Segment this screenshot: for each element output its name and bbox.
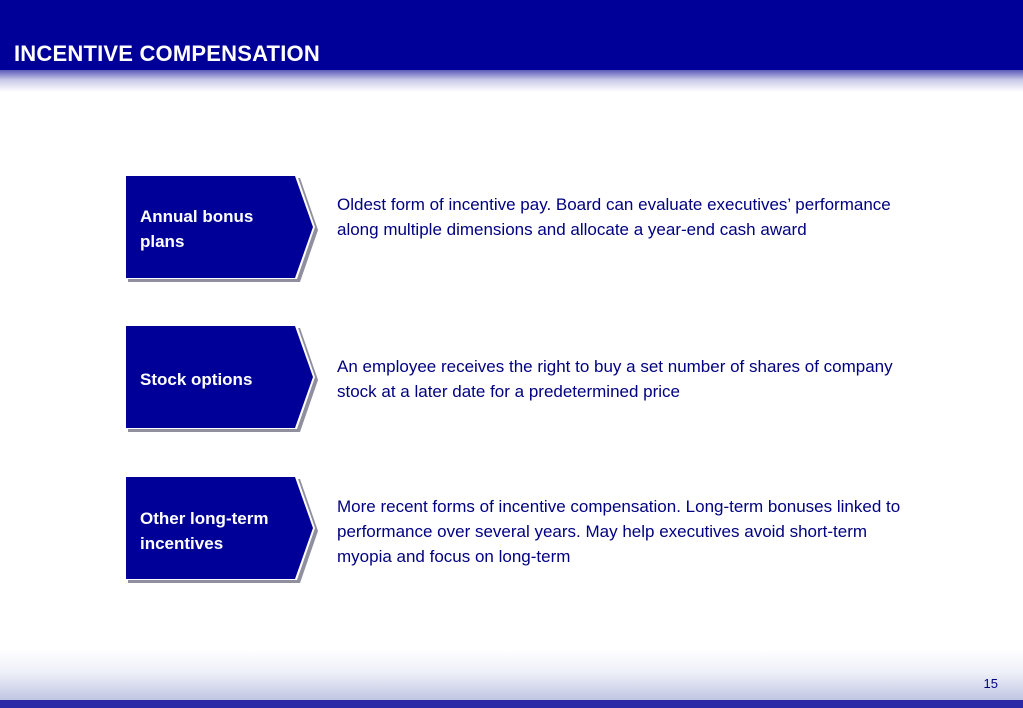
header-gradient (0, 70, 1023, 92)
row-label-stock-options: Stock options (140, 370, 253, 389)
footer-bar (0, 700, 1023, 708)
row-label-other-long-term: Other long-term incentives (140, 509, 269, 553)
page-number: 15 (983, 676, 998, 691)
footer-gradient (0, 650, 1023, 700)
row-description-other-long-term: More recent forms of incentive compensation. Long-term bonuses linked to performance over several years. May help executives avoid short-term myopia and focus on long-term (337, 497, 901, 566)
page-title: INCENTIVE COMPENSATION (14, 41, 320, 66)
row-label-annual-bonus: Annual bonus plans (140, 207, 254, 251)
row-description-annual-bonus: Oldest form of incentive pay. Board can evaluate executives’ performance along multiple dimensions and allocate a year-end cash award (337, 195, 891, 239)
row-description-stock-options: An employee receives the right to buy a set number of shares of company stock at a later date for a predetermined price (337, 357, 893, 401)
